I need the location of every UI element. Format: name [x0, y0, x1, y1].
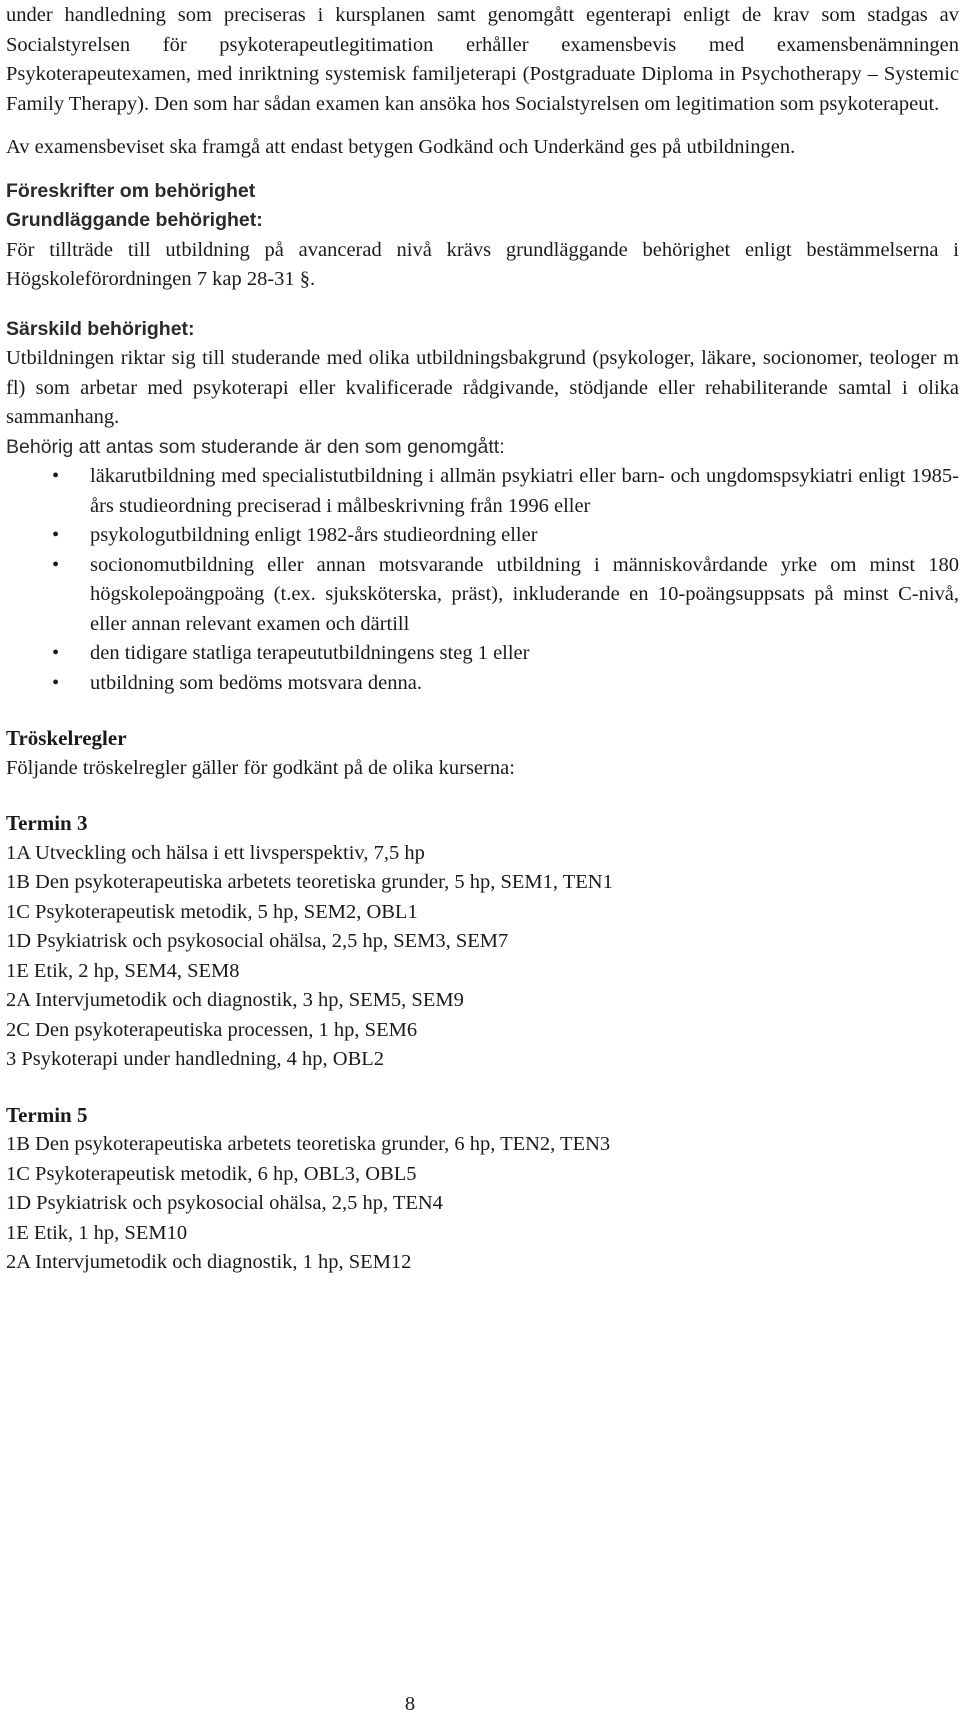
course-line: 2A Intervjumetodik och diagnostik, 3 hp, SEM5, SEM9: [6, 989, 464, 1011]
course-line: 1A Utveckling och hälsa i ett livsperspektiv, 7,5 hp: [6, 841, 425, 864]
course-line: 1B Den psykoterapeutiska arbetets teoretiska grunder, 5 hp, SEM1, TEN1: [6, 871, 613, 893]
list-item-text: utbildning som bedöms motsvara denna.: [90, 671, 422, 694]
page-number: 8: [404, 1693, 416, 1715]
list-item-text: psykologutbildning enligt 1982-års studieordning eller: [90, 524, 538, 546]
intro-paragraph: under handledning som preciseras i kursplanen samt genomgått egenterapi enligt de krav som stadgas av Socialstyrelsen för psykoterapeutlegitimation erhåller examensbevis med examensbenämningen Psykoterapeutexamen, med inriktning systemisk familjeterapi (Postgraduate Diploma in Psychotherapy – Systemic Family Therapy). Den som har sådan examen kan ansöka hos Socialstyrelsen om legitimation som psykoterapeut.: [6, 4, 959, 115]
list-item-text: läkarutbildning med specialistutbildning i allmän psykiatri eller barn- och ungdomspsykiatri enligt 1985-års studieordning preciserad i målbeskrivning från 1996 eller: [90, 465, 959, 517]
course-line: 1D Psykiatrisk och psykosocial ohälsa, 2,5 hp, TEN4: [6, 1192, 443, 1214]
list-item: [6, 551, 959, 640]
thresholds-intro: Följande tröskelregler gäller för godkänt på de olika kurserna:: [6, 756, 515, 779]
eligibility-list: [6, 462, 959, 698]
requirements-heading: Föreskrifter om behörighet: [6, 179, 256, 202]
course-line: 1E Etik, 2 hp, SEM4, SEM8: [6, 959, 240, 982]
special-eligibility-text: Utbildningen riktar sig till studerande med olika utbildningsbakgrund (psykologer, läkare, socionomer, teologer m fl) som arbetar med psykoterapi eller kvalificerade rådgivande, stödjande eller rehabiliterande samtal i olika sammanhang.: [6, 347, 959, 428]
course-line: 2C Den psykoterapeutiska processen, 1 hp, SEM6: [6, 1018, 418, 1041]
list-item-text: den tidigare statliga terapeututbildningens steg 1 eller: [90, 642, 530, 664]
course-line: 1C Psykoterapeutisk metodik, 6 hp, OBL3, OBL5: [6, 1162, 417, 1185]
bullet-icon: •: [52, 553, 60, 576]
course-line: 3 Psykoterapi under handledning, 4 hp, OBL2: [6, 1048, 385, 1070]
thresholds-heading: Tröskelregler: [6, 726, 127, 750]
list-item: [6, 669, 959, 699]
term-5-heading: Termin 5: [6, 1102, 88, 1127]
course-line: 1D Psykiatrisk och psykosocial ohälsa, 2,5 hp, SEM3, SEM7: [6, 930, 509, 952]
term-3-heading: Termin 3: [6, 811, 88, 835]
list-item: [6, 462, 959, 521]
list-item: [6, 521, 959, 551]
diploma-grading-paragraph: Av examensbeviset ska framgå att endast betygen Godkänd och Underkänd ges på utbildningen.: [6, 136, 796, 158]
course-line: 1C Psykoterapeutisk metodik, 5 hp, SEM2, OBL1: [6, 900, 418, 923]
course-line: 2A Intervjumetodik och diagnostik, 1 hp, SEM12: [6, 1251, 412, 1273]
bullet-icon: •: [52, 671, 60, 694]
basic-eligibility-heading: Grundläggande behörighet:: [6, 209, 263, 231]
document-content: [6, 1, 959, 1278]
list-item-text: socionomutbildning eller annan motsvarande utbildning i människovårdande yrke om minst 180 högskolepoängpoäng (t.ex. sjuksköterska, präst), inkluderande en 10-poängsuppsats på minst C-nivå, eller annan relevant examen och därtill: [90, 553, 959, 635]
basic-eligibility-text: För tillträde till utbildning på avancerad nivå krävs grundläggande behörighet enligt bestämmelserna i Högskoleförordningen 7 kap 28-31 §.: [6, 238, 959, 290]
list-item: [6, 639, 959, 669]
special-eligibility-heading: Särskild behörighet:: [6, 317, 195, 340]
bullet-icon: •: [52, 524, 60, 546]
eligible-intro: Behörig att antas som studerande är den som genomgått:: [6, 435, 505, 458]
bullet-icon: •: [52, 642, 60, 664]
course-line: 1E Etik, 1 hp, SEM10: [6, 1221, 188, 1244]
course-line: 1B Den psykoterapeutiska arbetets teoretiska grunder, 6 hp, TEN2, TEN3: [6, 1133, 611, 1155]
bullet-icon: •: [52, 465, 60, 487]
